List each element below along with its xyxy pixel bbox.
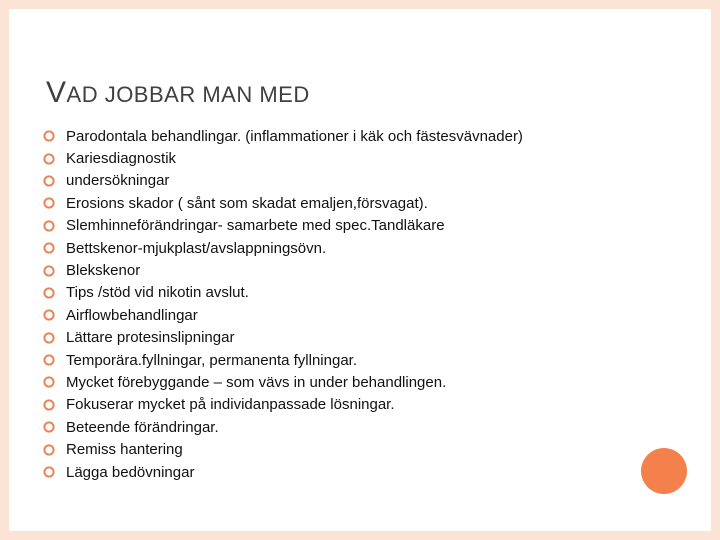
circle-ring-icon (42, 174, 56, 188)
list-item-text: Fokuserar mycket på individanpassade lösningar. (66, 396, 395, 414)
circle-ring-icon (42, 398, 56, 412)
bullet-list (42, 125, 523, 483)
decorative-orange-circle (641, 448, 687, 494)
circle-ring-icon (42, 353, 56, 367)
list-item-text: Temporära.fyllningar, permanenta fyllningar. (66, 351, 357, 369)
circle-ring-icon (42, 286, 56, 300)
list-item (42, 259, 523, 281)
circle-ring-icon (42, 241, 56, 255)
list-item-text: Kariesdiagnostik (66, 150, 177, 168)
list-item (42, 125, 523, 147)
circle-ring-icon (42, 420, 56, 434)
circle-ring-icon (42, 219, 56, 233)
list-item-text: Blekskenor (66, 262, 141, 280)
circle-ring-icon (42, 465, 56, 479)
list-item-text: Erosions skador ( sånt som skadat emaljen,försvagat). (66, 194, 428, 212)
list-item (42, 461, 523, 483)
list-item-text: Beteende förändringar. (66, 418, 219, 436)
list-item (42, 192, 523, 214)
circle-ring-icon (42, 443, 56, 457)
slide-title (46, 76, 310, 110)
circle-ring-icon (42, 308, 56, 322)
list-item-text: Tips /stöd vid nikotin avslut. (66, 284, 249, 302)
list-item (42, 170, 523, 192)
list-item (42, 349, 523, 371)
title-initial: V (46, 76, 67, 109)
list-item-text: Mycket förebyggande – som vävs in under behandlingen. (66, 373, 447, 391)
title-rest: AD JOBBAR MAN MED (66, 82, 310, 107)
circle-ring-icon (42, 152, 56, 166)
list-item (42, 304, 523, 326)
list-item (42, 237, 523, 259)
circle-ring-icon (42, 375, 56, 389)
list-item-text: Lägga bedövningar (66, 463, 195, 481)
list-item (42, 282, 523, 304)
list-item-text: Bettskenor-mjukplast/avslappningsövn. (66, 239, 327, 257)
list-item-text: Remiss hantering (66, 441, 183, 459)
list-item-text: Lättare protesinslipningar (66, 329, 235, 347)
list-item-text: Airflowbehandlingar (66, 306, 198, 324)
circle-ring-icon (42, 129, 56, 143)
list-item (42, 215, 523, 237)
list-item (42, 371, 523, 393)
list-item-text: Parodontala behandlingar. (inflammationer i käk och fästesvävnader) (66, 127, 523, 145)
list-item-text: undersökningar (66, 172, 170, 190)
list-item (42, 438, 523, 460)
list-item (42, 394, 523, 416)
list-item (42, 327, 523, 349)
list-item-text: Slemhinneförändringar- samarbete med spec.Tandläkare (66, 217, 445, 235)
circle-ring-icon (42, 264, 56, 278)
list-item (42, 416, 523, 438)
list-item (42, 147, 523, 169)
circle-ring-icon (42, 196, 56, 210)
circle-ring-icon (42, 331, 56, 345)
